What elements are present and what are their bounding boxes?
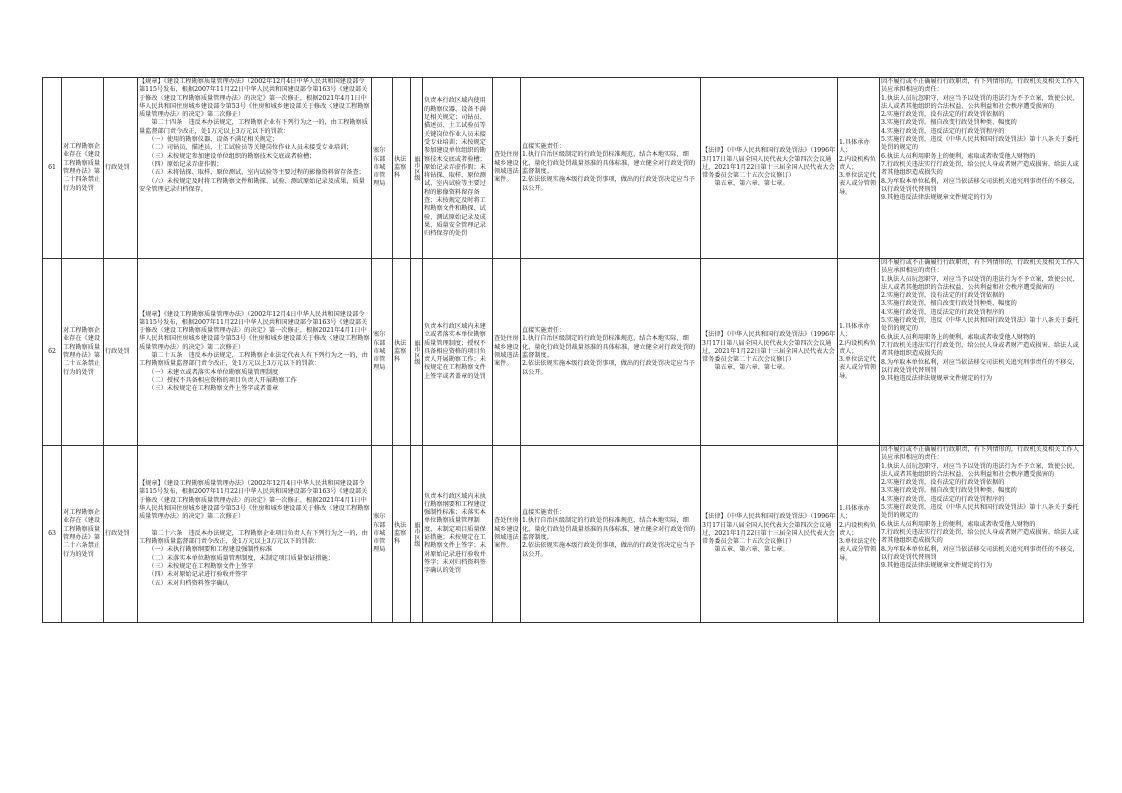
row-number: 61	[43, 78, 62, 259]
scope: 负责本行政区域内未建立或者落实本单位勘察质量管理制度；授权不具备相应资格的项目负责人开展勘察工作；未按规定在工程勘察文件上签字或者盖章的处罚	[423, 259, 493, 446]
table-row	[43, 78, 1084, 259]
linked-matters: 查处住房城乡建设领域违法案件。	[493, 78, 521, 259]
level-cell	[411, 259, 423, 446]
level: 旗市区级	[413, 521, 420, 547]
implementing-unit: 执法监察科	[393, 446, 411, 623]
liability: 因不履行或不正确履行行政职责，有下列情形的，行政机关及相关工作人员应承担相应的责任： 1.执法人员玩忽职守，对应当予以处罚的违法行为不予立案，致使公民、法人或者其他组织的合法权益、公共利益和社会秩序遭受损害的 2.实施行政处罚，没有法定的行政处罚依据的 3.实施行政处罚，擅自改变行政处罚种类、幅度的 4.实施行政处罚，违反法定的行政处罚程序的 5.实施行政处罚，违反《中华人民共和国行政处罚法》第十八条关于委托处罚的规定的 6.执法人员利用职务上的便利，索取或者收受他人财物的 7.行政机关违法实行行政处罚，给公民人身或者财产造成损害、给法人或者其他组织造成损失的 8.为牟取本单位私利，对应当依法移交司法机关追究刑事责任的不移交，以行政处罚代替刑罚 9.其他违反法律法规规章文件规定的行为	[880, 78, 1084, 259]
penalty-table	[42, 77, 1084, 623]
department: 塞尔东部市城市管理局	[372, 259, 393, 446]
duty-law: 【法律】《中华人民共和国行政处罚法》（1996年3月17日第八届全国人民代表大会第四次会议通过，2021年1月22日第十三届全国人民代表大会常务委员会第二十五次会议修订） 第五章、第六章、第七章。	[701, 446, 838, 623]
item-name: 对工程勘察企业存在《建设工程勘察质量管理办法》第二十六条禁止行为的处罚	[62, 446, 104, 623]
level-cell	[411, 446, 423, 623]
legal-basis: 【规章】《建设工程勘察质量管理办法》（2002年12月4日中华人民共和国建设部令第115号发布，根据2007年11月22日中华人民共和国建设部令第163号《建设部关于修改〈建设工程勘察质量管理办法〉的决定》第一次修正，根据2021年4月1日中华人民共和国住房城乡建设部令第53号《住房和城乡建设部关于修改〈建设工程勘察质量管理办法〉的决定》第二次修正） 第二十六条 违反本办法规定，工程勘察企业项目负责人有下列行为之一的，由工程勘察质量监督部门责令改正，处1万元以上3万元以下的罚款： （一）未执行勘察纲要和工程建设强制性标准 （二）未落实本单位勘察质量管理制度，未制定项目质量保证措施； （三）未按规定在工程勘察文件上签字 （四）未对原始记录进行验收并签字 （五）未对归档资料签字确认	[138, 446, 372, 623]
liability: 因不履行或不正确履行行政职责，有下列情形的，行政机关及相关工作人员应承担相应的责任： 1.执法人员玩忽职守，对应当予以处罚的违法行为不予立案，致使公民、法人或者其他组织的合法权益、公共利益和社会秩序遭受损害的 2.实施行政处罚，没有法定的行政处罚依据的 3.实施行政处罚，擅自改变行政处罚种类、幅度的 4.实施行政处罚，违反法定的行政处罚程序的 5.实施行政处罚，违反《中华人民共和国行政处罚法》第十八条关于委托处罚的规定的 6.执法人员利用职务上的便利，索取或者收受他人财物的 7.行政机关违法实行行政处罚，给公民人身或者财产造成损害、给法人或者其他组织造成损失的 8.为牟取本单位私利，对应当依法移交司法机关追究刑事责任的不移交，以行政处罚代替刑罚 9.其他违反法律法规规章文件规定的行为	[880, 446, 1084, 623]
department: 塞尔东部市城市管理局	[372, 446, 393, 623]
legal-basis: 【规章】《建设工程勘察质量管理办法》（2002年12月4日中华人民共和国建设部令第115号发布，根据2007年11月22日中华人民共和国建设部令第163号《建设部关于修改〈建设工程勘察质量管理办法〉的决定》第一次修正，根据2021年4月1日中华人民共和国住房城乡建设部令第53号《住房和城乡建设部关于修改〈建设工程勘察质量管理办法〉的决定》第二次修正） 第二十五条 违反本办法规定，工程勘察企业法定代表人有下列行为之一的，由工程勘察质量监督部门责令改正，处1万元以上3万元以下的罚款： （一）未建立或者落实本单位勘察质量管理制度 （二）授权不具备相应资格的项目负责人开展勘察工作 （三）未按规定在工程勘察文件上签字或者盖章	[138, 259, 372, 446]
item-type: 行政处罚	[104, 446, 138, 623]
table-row	[43, 446, 1084, 623]
table-row	[43, 259, 1084, 446]
item-name: 对工程勘察企业存在《建设工程勘察质量管理办法》第二十四条禁止行为的处罚	[62, 78, 104, 259]
scope: 负责本行政区域内未执行勘察纲要和工程建设强制性标准；未落实本单位勘察质量管理制度，未制定项目质量保证措施；未按规定在工程勘察文件上签字；未对原始记录进行验收并签字；未对归档资料签字确认的处罚	[423, 446, 493, 623]
row-number: 63	[43, 446, 62, 623]
linked-matters: 查处住房城乡建设领域违法案件。	[493, 446, 521, 623]
level: 旗市区级	[413, 339, 420, 365]
level-cell	[411, 78, 423, 259]
implementing-unit: 执法监察科	[393, 259, 411, 446]
legal-basis: 【规章】《建设工程勘察质量管理办法》（2002年12月4日中华人民共和国建设部令第115号发布，根据2007年11月22日中华人民共和国建设部令第163号《建设部关于修改〈建设工程勘察质量管理办法〉的决定》第一次修正，根据2021年4月1日中华人民共和国住房城乡建设部令第53号《住房和城乡建设部关于修改〈建设工程勘察质量管理办法〉的决定》第二次修正） 第二十四条 违反本办法规定，工程勘察企业有下列行为之一的，由工程勘察质量监督部门责令改正，处1万元以上3万元以下的罚款： （一）使用的勘察仪器、设备不满足相关规定； （二）司钻员、描述员、土工试验员等关键岗位作业人员未接受专业培训； （三）未按规定参加建设单位组织的勘察技术交底或者验槽； （四）原始记录弄虚作假； （五）未将钻探、取样、原位测试、室内试验等主要过程的影像资料留存备查； （六）未按规定及时将工程勘察文件和勘探、试验、测试原始记录及成果、质量安全管理记录归档保存。	[138, 78, 372, 259]
scope: 负责本行政区域内使用的勘察仪器、设备不满足相关规定；司钻员、描述员、土工试验员等关键岗位作业人员未接受专业培训；未按规定参加建设单位组织的勘察技术交底或者验槽；原始记录弄虚作假；未将钻探、取样、原位测试、室内试验等主要过程的影像资料留存备查；未按规定及时将工程勘察文件和勘探、试验、测试原始记录及成果、质量安全管理记录归档保存的处罚	[423, 78, 493, 259]
level: 旗市区级	[413, 155, 420, 181]
duty-law: 【法律】《中华人民共和国行政处罚法》（1996年3月17日第八届全国人民代表大会第四次会议通过，2021年1月22日第十三届全国人民代表大会常务委员会第二十五次会议修订） 第五章、第六章、第七章。	[701, 78, 838, 259]
responsible-subject: 1.具体承办人； 2.内设机构负责人； 3.单位法定代表人或分管领导。	[838, 259, 880, 446]
item-type: 行政处罚	[104, 259, 138, 446]
liability: 因不履行或不正确履行行政职责，有下列情形的，行政机关及相关工作人员应承担相应的责任： 1.执法人员玩忽职守，对应当予以处罚的违法行为不予立案，致使公民、法人或者其他组织的合法权益、公共利益和社会秩序遭受损害的 2.实施行政处罚，没有法定的行政处罚依据的 3.实施行政处罚，擅自改变行政处罚种类、幅度的 4.实施行政处罚，违反法定的行政处罚程序的 5.实施行政处罚，违反《中华人民共和国行政处罚法》第十八条关于委托处罚的规定的 6.执法人员利用职务上的便利，索取或者收受他人财物的 7.行政机关违法实行行政处罚，给公民人身或者财产造成损害、给法人或者其他组织造成损失的 8.为牟取本单位私利，对应当依法移交司法机关追究刑事责任的不移交，以行政处罚代替刑罚 9.其他违反法律法规规章文件规定的行为	[880, 259, 1084, 446]
department: 塞尔东部市城市管理局	[372, 78, 393, 259]
duty: 直接实施责任： 1.执行自治区级制定的行政处罚标准规范，结合本地实际，细化、量化行政处罚裁量基准的具体标准，建立健全对行政处罚的监督制度。 2.依法依规实施本级行政处罚事项，做出的行政处罚决定应当予以公开。	[521, 259, 701, 446]
item-type: 行政处罚	[104, 78, 138, 259]
duty: 直接实施责任： 1.执行自治区级制定的行政处罚标准规范，结合本地实际，细化、量化行政处罚裁量基准的具体标准，建立健全对行政处罚的监督制度。 2.依法依规实施本级行政处罚事项，做出的行政处罚决定应当予以公开。	[521, 446, 701, 623]
implementing-unit: 执法监察科	[393, 78, 411, 259]
linked-matters: 查处住房城乡建设领域违法案件。	[493, 259, 521, 446]
responsible-subject: 1.具体承办人； 2.内设机构负责人； 3.单位法定代表人或分管领导。	[838, 446, 880, 623]
item-name: 对工程勘察企业存在《建设工程勘察质量管理办法》第二十五条禁止行为的处罚	[62, 259, 104, 446]
row-number: 62	[43, 259, 62, 446]
responsible-subject: 1.具体承办人； 2.内设机构负责人； 3.单位法定代表人或分管领导。	[838, 78, 880, 259]
duty: 直接实施责任： 1.执行自治区级制定的行政处罚标准规范，结合本地实际，细化、量化行政处罚裁量基准的具体标准，建立健全对行政处罚的监督制度。 2.依法依规实施本级行政处罚事项，做出的行政处罚决定应当予以公开。	[521, 78, 701, 259]
duty-law: 【法律】《中华人民共和国行政处罚法》（1996年3月17日第八届全国人民代表大会第四次会议通过，2021年1月22日第十三届全国人民代表大会常务委员会第二十五次会议修订） 第五章、第六章、第七章。	[701, 259, 838, 446]
